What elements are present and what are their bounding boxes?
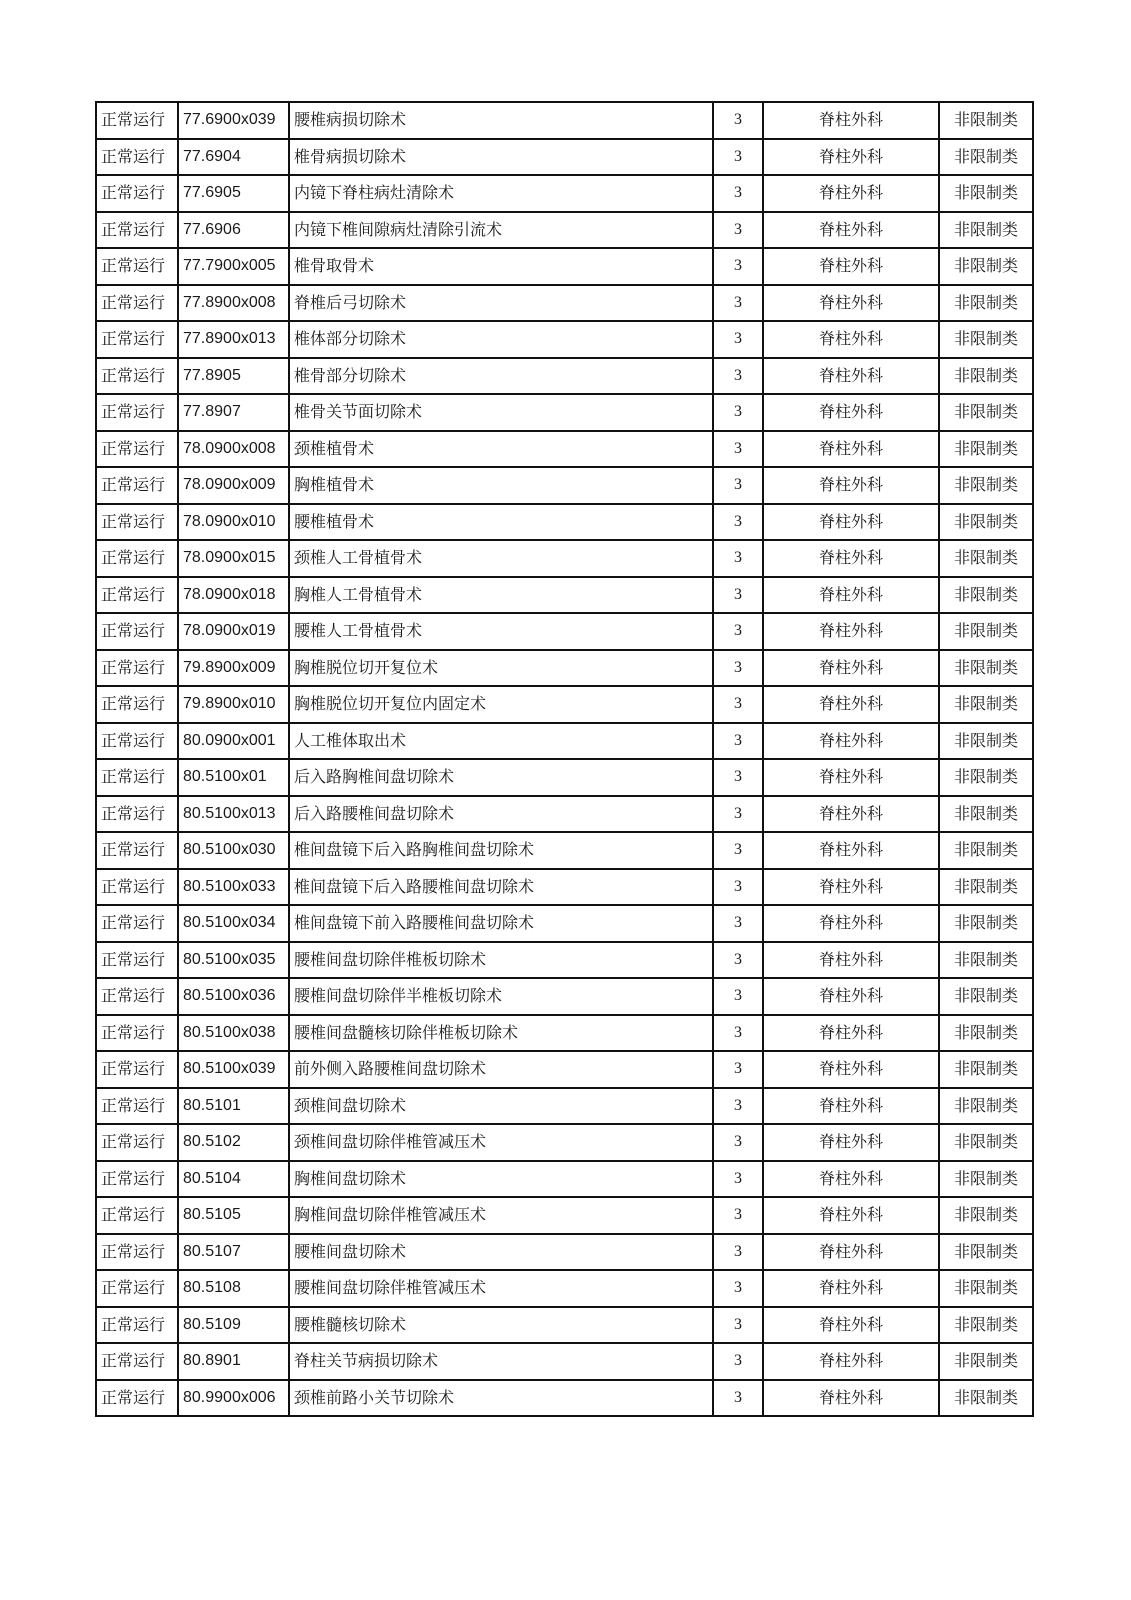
table-row [96, 175, 1033, 212]
procedure-name-cell: 颈椎前路小关节切除术 [289, 1380, 713, 1417]
table-row [96, 321, 1033, 358]
department-cell: 脊柱外科 [763, 1380, 939, 1417]
level-cell: 3 [713, 504, 763, 541]
table-row [96, 723, 1033, 760]
table-row [96, 504, 1033, 541]
department-cell: 脊柱外科 [763, 1161, 939, 1198]
level-cell: 3 [713, 577, 763, 614]
status-cell: 正常运行 [96, 759, 178, 796]
category-cell: 非限制类 [939, 175, 1033, 212]
procedure-table [95, 101, 1034, 1417]
category-cell: 非限制类 [939, 686, 1033, 723]
procedure-code-cell: 78.0900x009 [178, 467, 289, 504]
procedure-name-cell: 腰椎病损切除术 [289, 102, 713, 139]
procedure-name-cell: 内镜下脊柱病灶清除术 [289, 175, 713, 212]
procedure-code-cell: 80.5100x013 [178, 796, 289, 833]
procedure-table-body [96, 102, 1033, 1416]
table-row [96, 686, 1033, 723]
table-row [96, 394, 1033, 431]
department-cell: 脊柱外科 [763, 1343, 939, 1380]
category-cell: 非限制类 [939, 248, 1033, 285]
category-cell: 非限制类 [939, 504, 1033, 541]
status-cell: 正常运行 [96, 1343, 178, 1380]
table-row [96, 869, 1033, 906]
table-row [96, 796, 1033, 833]
procedure-name-cell: 后入路胸椎间盘切除术 [289, 759, 713, 796]
procedure-code-cell: 80.5100x030 [178, 832, 289, 869]
procedure-name-cell: 胸椎植骨术 [289, 467, 713, 504]
status-cell: 正常运行 [96, 1380, 178, 1417]
department-cell: 脊柱外科 [763, 139, 939, 176]
procedure-code-cell: 78.0900x019 [178, 613, 289, 650]
category-cell: 非限制类 [939, 139, 1033, 176]
level-cell: 3 [713, 905, 763, 942]
department-cell: 脊柱外科 [763, 1270, 939, 1307]
table-row [96, 467, 1033, 504]
table-row [96, 431, 1033, 468]
level-cell: 3 [713, 613, 763, 650]
procedure-name-cell: 椎间盘镜下前入路腰椎间盘切除术 [289, 905, 713, 942]
department-cell: 脊柱外科 [763, 431, 939, 468]
procedure-code-cell: 80.5109 [178, 1307, 289, 1344]
category-cell: 非限制类 [939, 1343, 1033, 1380]
department-cell: 脊柱外科 [763, 1088, 939, 1125]
level-cell: 3 [713, 1161, 763, 1198]
status-cell: 正常运行 [96, 1161, 178, 1198]
category-cell: 非限制类 [939, 577, 1033, 614]
status-cell: 正常运行 [96, 1088, 178, 1125]
procedure-code-cell: 80.9900x006 [178, 1380, 289, 1417]
table-row [96, 1343, 1033, 1380]
department-cell: 脊柱外科 [763, 577, 939, 614]
status-cell: 正常运行 [96, 1197, 178, 1234]
table-row [96, 1380, 1033, 1417]
procedure-code-cell: 80.5101 [178, 1088, 289, 1125]
status-cell: 正常运行 [96, 832, 178, 869]
category-cell: 非限制类 [939, 759, 1033, 796]
level-cell: 3 [713, 650, 763, 687]
category-cell: 非限制类 [939, 1380, 1033, 1417]
procedure-code-cell: 77.6900x039 [178, 102, 289, 139]
table-row [96, 285, 1033, 322]
category-cell: 非限制类 [939, 1270, 1033, 1307]
procedure-name-cell: 颈椎间盘切除术 [289, 1088, 713, 1125]
table-row [96, 248, 1033, 285]
status-cell: 正常运行 [96, 394, 178, 431]
level-cell: 3 [713, 869, 763, 906]
procedure-name-cell: 腰椎间盘切除伴椎管减压术 [289, 1270, 713, 1307]
status-cell: 正常运行 [96, 321, 178, 358]
level-cell: 3 [713, 175, 763, 212]
level-cell: 3 [713, 285, 763, 322]
status-cell: 正常运行 [96, 1234, 178, 1271]
category-cell: 非限制类 [939, 978, 1033, 1015]
status-cell: 正常运行 [96, 504, 178, 541]
level-cell: 3 [713, 832, 763, 869]
department-cell: 脊柱外科 [763, 796, 939, 833]
procedure-name-cell: 椎骨部分切除术 [289, 358, 713, 395]
category-cell: 非限制类 [939, 1051, 1033, 1088]
level-cell: 3 [713, 394, 763, 431]
level-cell: 3 [713, 321, 763, 358]
status-cell: 正常运行 [96, 650, 178, 687]
procedure-code-cell: 80.5104 [178, 1161, 289, 1198]
department-cell: 脊柱外科 [763, 212, 939, 249]
level-cell: 3 [713, 759, 763, 796]
category-cell: 非限制类 [939, 1234, 1033, 1271]
category-cell: 非限制类 [939, 431, 1033, 468]
department-cell: 脊柱外科 [763, 686, 939, 723]
status-cell: 正常运行 [96, 1051, 178, 1088]
category-cell: 非限制类 [939, 613, 1033, 650]
category-cell: 非限制类 [939, 285, 1033, 322]
category-cell: 非限制类 [939, 1015, 1033, 1052]
procedure-name-cell: 腰椎髓核切除术 [289, 1307, 713, 1344]
procedure-code-cell: 77.8900x013 [178, 321, 289, 358]
table-row [96, 650, 1033, 687]
department-cell: 脊柱外科 [763, 1234, 939, 1271]
procedure-name-cell: 胸椎脱位切开复位内固定术 [289, 686, 713, 723]
table-row [96, 613, 1033, 650]
table-row [96, 102, 1033, 139]
table-row [96, 1270, 1033, 1307]
procedure-code-cell: 80.5100x035 [178, 942, 289, 979]
procedure-code-cell: 79.8900x009 [178, 650, 289, 687]
level-cell: 3 [713, 1380, 763, 1417]
level-cell: 3 [713, 1270, 763, 1307]
department-cell: 脊柱外科 [763, 394, 939, 431]
department-cell: 脊柱外科 [763, 1124, 939, 1161]
category-cell: 非限制类 [939, 321, 1033, 358]
level-cell: 3 [713, 212, 763, 249]
department-cell: 脊柱外科 [763, 1051, 939, 1088]
category-cell: 非限制类 [939, 1161, 1033, 1198]
status-cell: 正常运行 [96, 905, 178, 942]
category-cell: 非限制类 [939, 1088, 1033, 1125]
procedure-name-cell: 腰椎间盘切除伴椎板切除术 [289, 942, 713, 979]
status-cell: 正常运行 [96, 212, 178, 249]
procedure-name-cell: 椎骨取骨术 [289, 248, 713, 285]
procedure-code-cell: 78.0900x010 [178, 504, 289, 541]
status-cell: 正常运行 [96, 613, 178, 650]
table-row [96, 1015, 1033, 1052]
department-cell: 脊柱外科 [763, 285, 939, 322]
table-row [96, 1307, 1033, 1344]
department-cell: 脊柱外科 [763, 723, 939, 760]
department-cell: 脊柱外科 [763, 759, 939, 796]
procedure-name-cell: 椎间盘镜下后入路腰椎间盘切除术 [289, 869, 713, 906]
department-cell: 脊柱外科 [763, 467, 939, 504]
category-cell: 非限制类 [939, 1124, 1033, 1161]
department-cell: 脊柱外科 [763, 321, 939, 358]
procedure-code-cell: 77.6904 [178, 139, 289, 176]
procedure-code-cell: 77.8907 [178, 394, 289, 431]
table-row [96, 905, 1033, 942]
procedure-name-cell: 胸椎间盘切除伴椎管减压术 [289, 1197, 713, 1234]
category-cell: 非限制类 [939, 832, 1033, 869]
level-cell: 3 [713, 686, 763, 723]
procedure-code-cell: 80.5105 [178, 1197, 289, 1234]
procedure-code-cell: 77.6906 [178, 212, 289, 249]
department-cell: 脊柱外科 [763, 905, 939, 942]
category-cell: 非限制类 [939, 540, 1033, 577]
procedure-code-cell: 78.0900x015 [178, 540, 289, 577]
category-cell: 非限制类 [939, 796, 1033, 833]
procedure-code-cell: 80.5102 [178, 1124, 289, 1161]
department-cell: 脊柱外科 [763, 540, 939, 577]
category-cell: 非限制类 [939, 942, 1033, 979]
procedure-code-cell: 80.5100x036 [178, 978, 289, 1015]
procedure-name-cell: 腰椎植骨术 [289, 504, 713, 541]
level-cell: 3 [713, 1088, 763, 1125]
table-row [96, 1197, 1033, 1234]
procedure-code-cell: 78.0900x018 [178, 577, 289, 614]
procedure-name-cell: 椎骨关节面切除术 [289, 394, 713, 431]
department-cell: 脊柱外科 [763, 1307, 939, 1344]
table-row [96, 212, 1033, 249]
procedure-name-cell: 胸椎脱位切开复位术 [289, 650, 713, 687]
category-cell: 非限制类 [939, 467, 1033, 504]
department-cell: 脊柱外科 [763, 1197, 939, 1234]
procedure-code-cell: 80.5108 [178, 1270, 289, 1307]
category-cell: 非限制类 [939, 869, 1033, 906]
department-cell: 脊柱外科 [763, 869, 939, 906]
status-cell: 正常运行 [96, 577, 178, 614]
level-cell: 3 [713, 1015, 763, 1052]
department-cell: 脊柱外科 [763, 613, 939, 650]
category-cell: 非限制类 [939, 102, 1033, 139]
procedure-name-cell: 人工椎体取出术 [289, 723, 713, 760]
department-cell: 脊柱外科 [763, 978, 939, 1015]
table-row [96, 358, 1033, 395]
status-cell: 正常运行 [96, 358, 178, 395]
level-cell: 3 [713, 796, 763, 833]
procedure-code-cell: 77.8905 [178, 358, 289, 395]
department-cell: 脊柱外科 [763, 942, 939, 979]
status-cell: 正常运行 [96, 102, 178, 139]
status-cell: 正常运行 [96, 978, 178, 1015]
status-cell: 正常运行 [96, 723, 178, 760]
department-cell: 脊柱外科 [763, 248, 939, 285]
category-cell: 非限制类 [939, 1307, 1033, 1344]
level-cell: 3 [713, 248, 763, 285]
table-row [96, 942, 1033, 979]
procedure-name-cell: 颈椎植骨术 [289, 431, 713, 468]
table-row [96, 1051, 1033, 1088]
procedure-code-cell: 80.5100x033 [178, 869, 289, 906]
category-cell: 非限制类 [939, 394, 1033, 431]
table-row [96, 1124, 1033, 1161]
department-cell: 脊柱外科 [763, 358, 939, 395]
procedure-code-cell: 78.0900x008 [178, 431, 289, 468]
level-cell: 3 [713, 540, 763, 577]
procedure-name-cell: 前外侧入路腰椎间盘切除术 [289, 1051, 713, 1088]
level-cell: 3 [713, 1234, 763, 1271]
category-cell: 非限制类 [939, 1197, 1033, 1234]
department-cell: 脊柱外科 [763, 504, 939, 541]
procedure-name-cell: 内镜下椎间隙病灶清除引流术 [289, 212, 713, 249]
level-cell: 3 [713, 1307, 763, 1344]
table-row [96, 1088, 1033, 1125]
level-cell: 3 [713, 102, 763, 139]
level-cell: 3 [713, 1197, 763, 1234]
procedure-name-cell: 椎间盘镜下后入路胸椎间盘切除术 [289, 832, 713, 869]
level-cell: 3 [713, 1051, 763, 1088]
procedure-code-cell: 80.5100x01 [178, 759, 289, 796]
table-row [96, 540, 1033, 577]
table-row [96, 1161, 1033, 1198]
category-cell: 非限制类 [939, 650, 1033, 687]
status-cell: 正常运行 [96, 1307, 178, 1344]
table-row [96, 1234, 1033, 1271]
table-row [96, 832, 1033, 869]
procedure-code-cell: 80.5107 [178, 1234, 289, 1271]
procedure-code-cell: 80.0900x001 [178, 723, 289, 760]
status-cell: 正常运行 [96, 431, 178, 468]
status-cell: 正常运行 [96, 686, 178, 723]
department-cell: 脊柱外科 [763, 102, 939, 139]
procedure-code-cell: 79.8900x010 [178, 686, 289, 723]
department-cell: 脊柱外科 [763, 650, 939, 687]
status-cell: 正常运行 [96, 1270, 178, 1307]
procedure-name-cell: 椎体部分切除术 [289, 321, 713, 358]
procedure-code-cell: 77.6905 [178, 175, 289, 212]
procedure-name-cell: 后入路腰椎间盘切除术 [289, 796, 713, 833]
procedure-name-cell: 颈椎间盘切除伴椎管减压术 [289, 1124, 713, 1161]
status-cell: 正常运行 [96, 1124, 178, 1161]
status-cell: 正常运行 [96, 248, 178, 285]
status-cell: 正常运行 [96, 540, 178, 577]
procedure-code-cell: 80.5100x034 [178, 905, 289, 942]
procedure-name-cell: 脊柱关节病损切除术 [289, 1343, 713, 1380]
procedure-name-cell: 腰椎间盘切除伴半椎板切除术 [289, 978, 713, 1015]
table-row [96, 978, 1033, 1015]
level-cell: 3 [713, 1124, 763, 1161]
department-cell: 脊柱外科 [763, 832, 939, 869]
procedure-name-cell: 腰椎间盘切除术 [289, 1234, 713, 1271]
procedure-code-cell: 77.8900x008 [178, 285, 289, 322]
procedure-name-cell: 腰椎间盘髓核切除伴椎板切除术 [289, 1015, 713, 1052]
procedure-code-cell: 80.8901 [178, 1343, 289, 1380]
procedure-name-cell: 胸椎间盘切除术 [289, 1161, 713, 1198]
level-cell: 3 [713, 1343, 763, 1380]
procedure-name-cell: 胸椎人工骨植骨术 [289, 577, 713, 614]
status-cell: 正常运行 [96, 139, 178, 176]
department-cell: 脊柱外科 [763, 175, 939, 212]
category-cell: 非限制类 [939, 723, 1033, 760]
status-cell: 正常运行 [96, 869, 178, 906]
table-row [96, 577, 1033, 614]
level-cell: 3 [713, 431, 763, 468]
procedure-code-cell: 80.5100x039 [178, 1051, 289, 1088]
level-cell: 3 [713, 139, 763, 176]
level-cell: 3 [713, 467, 763, 504]
category-cell: 非限制类 [939, 212, 1033, 249]
procedure-name-cell: 椎骨病损切除术 [289, 139, 713, 176]
level-cell: 3 [713, 723, 763, 760]
department-cell: 脊柱外科 [763, 1015, 939, 1052]
level-cell: 3 [713, 942, 763, 979]
procedure-name-cell: 腰椎人工骨植骨术 [289, 613, 713, 650]
level-cell: 3 [713, 978, 763, 1015]
status-cell: 正常运行 [96, 467, 178, 504]
category-cell: 非限制类 [939, 358, 1033, 395]
table-row [96, 759, 1033, 796]
status-cell: 正常运行 [96, 942, 178, 979]
status-cell: 正常运行 [96, 285, 178, 322]
category-cell: 非限制类 [939, 905, 1033, 942]
level-cell: 3 [713, 358, 763, 395]
procedure-name-cell: 颈椎人工骨植骨术 [289, 540, 713, 577]
procedure-code-cell: 80.5100x038 [178, 1015, 289, 1052]
status-cell: 正常运行 [96, 796, 178, 833]
procedure-name-cell: 脊椎后弓切除术 [289, 285, 713, 322]
status-cell: 正常运行 [96, 1015, 178, 1052]
status-cell: 正常运行 [96, 175, 178, 212]
procedure-code-cell: 77.7900x005 [178, 248, 289, 285]
table-row [96, 139, 1033, 176]
